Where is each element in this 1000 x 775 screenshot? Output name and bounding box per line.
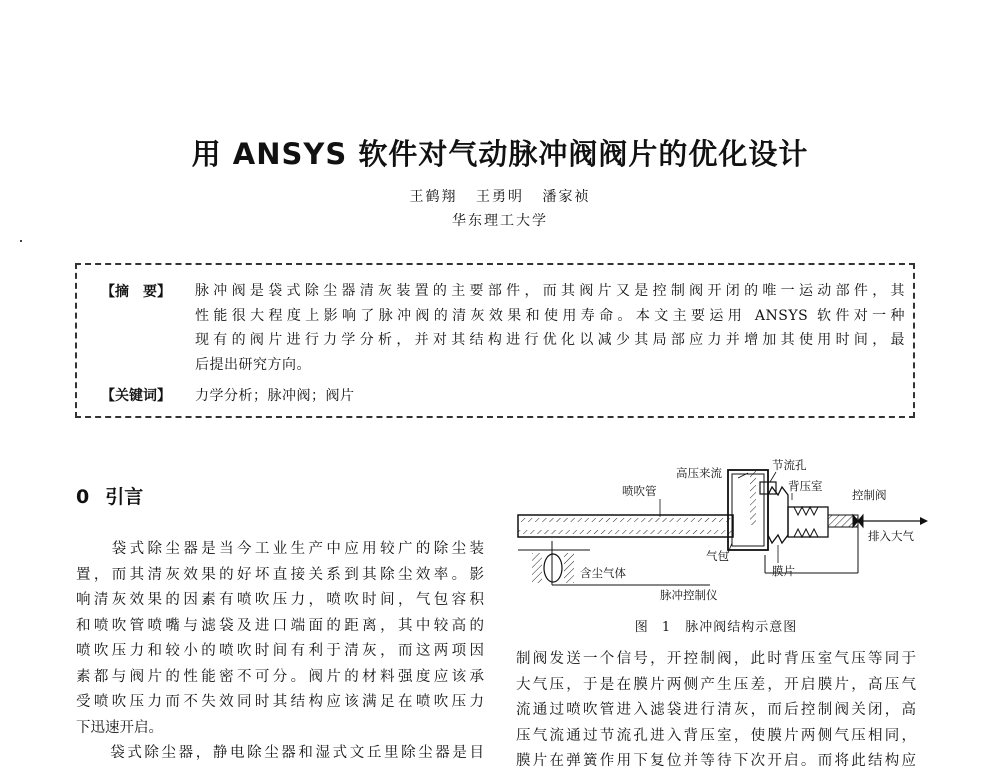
body-line: 膜片在弹簧作用下复位并等待下次开启。而将此结构应 [516, 753, 916, 769]
label-control-valve: 控制阀 [852, 488, 887, 502]
control-valve-shape [853, 515, 928, 573]
abstract-label: 【摘 要】 [101, 284, 171, 300]
label-back-chamber: 背压室 [788, 479, 823, 493]
body-line: 响清灰效果的因素有喷吹压力，喷吹时间，气包容积 [76, 592, 484, 608]
body-line: 置，而其清灰效果的好坏直接关系到其除尘效率。影 [76, 566, 484, 583]
label-high-pressure: 高压来流 [676, 466, 722, 480]
label-air-bag: 气包 [706, 549, 729, 563]
label-dusty-gas: 含尘气体 [580, 566, 626, 580]
label-throttle: 节流孔 [772, 458, 807, 472]
body-line: 流通过喷吹管进入滤袋进行清灰，而后控制阀关闭，高 [516, 702, 916, 718]
abstract-text [195, 279, 905, 377]
label-blow-pipe: 喷吹管 [622, 484, 657, 498]
body-line: 袋式除尘器，静电除尘器和湿式文丘里除尘器是目 [76, 745, 484, 761]
section-title: 引言 [105, 486, 144, 508]
section-number: 0 [76, 486, 90, 508]
affiliation: 华东理工大学 [452, 213, 548, 229]
author: 王鹤翔 [409, 189, 458, 205]
abstract-line: 脉冲阀是袋式除尘器清灰装置的主要部件，而其阀片又是控制阀开闭的唯一运动部件，其 [195, 283, 905, 299]
abstract-box [75, 263, 915, 418]
body-line: 制阀发送一个信号，开控制阀，此时背压室气压等同于 [516, 651, 916, 667]
author: 王勇明 [476, 189, 524, 205]
back-chamber-shape [768, 487, 858, 543]
abstract-line: 现有的阀片进行力学分析，并对其结构进行优化以减少其局部应力并增加其使用时间，最 [195, 332, 905, 348]
label-membrane: 膜片 [772, 564, 795, 578]
blow-pipe-shape [518, 515, 733, 537]
author-list [0, 186, 1000, 206]
author: 潘家祯 [542, 189, 591, 205]
left-column-text [76, 537, 484, 767]
figure-caption: 图 1 脉冲阀结构示意图 [634, 620, 798, 635]
scan-speck [20, 240, 22, 242]
body-line: 袋式除尘器是当今工业生产中应用较广的除尘装 [76, 541, 484, 557]
body-line: 受喷吹压力而不失效同时其结构应该满足在喷吹压力 [76, 694, 484, 710]
body-line: 下迅速开启。 [76, 719, 163, 736]
body-line: 和喷吹管喷嘴与滤袋及进口端面的距离，其中较高的 [76, 617, 484, 634]
pulse-valve-diagram [510, 455, 930, 625]
body-line: 压气流通过节流孔进入背压室，使膜片两侧气压相同， [516, 727, 916, 744]
abstract-line: 后提出研究方向。 [195, 356, 311, 373]
body-line: 素都与阀片的性能密不可分。阀片的材料强度应该承 [76, 668, 484, 685]
right-column-text [516, 647, 916, 775]
paper-title: 用 ANSYS 软件对气动脉冲阀阀片的优化设计 [191, 137, 809, 171]
label-exhaust: 排入大气 [868, 529, 914, 543]
keywords-text: 力学分析；脉冲阀；阀片 [195, 388, 355, 404]
body-line: 大气压，于是在膜片两侧产生压差，开启膜片，高压气 [516, 676, 916, 693]
abstract-line: 性能很大程度上影响了脉冲阀的清灰效果和使用寿命。本文主要运用 ANSYS 软件对一种 [195, 307, 905, 324]
keywords-label: 【关键词】 [101, 388, 171, 404]
section-heading [76, 482, 143, 509]
label-pulse-controller: 脉冲控制仪 [660, 588, 718, 602]
body-line: 喷吹压力和较小的喷吹时间有利于清灰，而这两项因 [76, 643, 484, 659]
